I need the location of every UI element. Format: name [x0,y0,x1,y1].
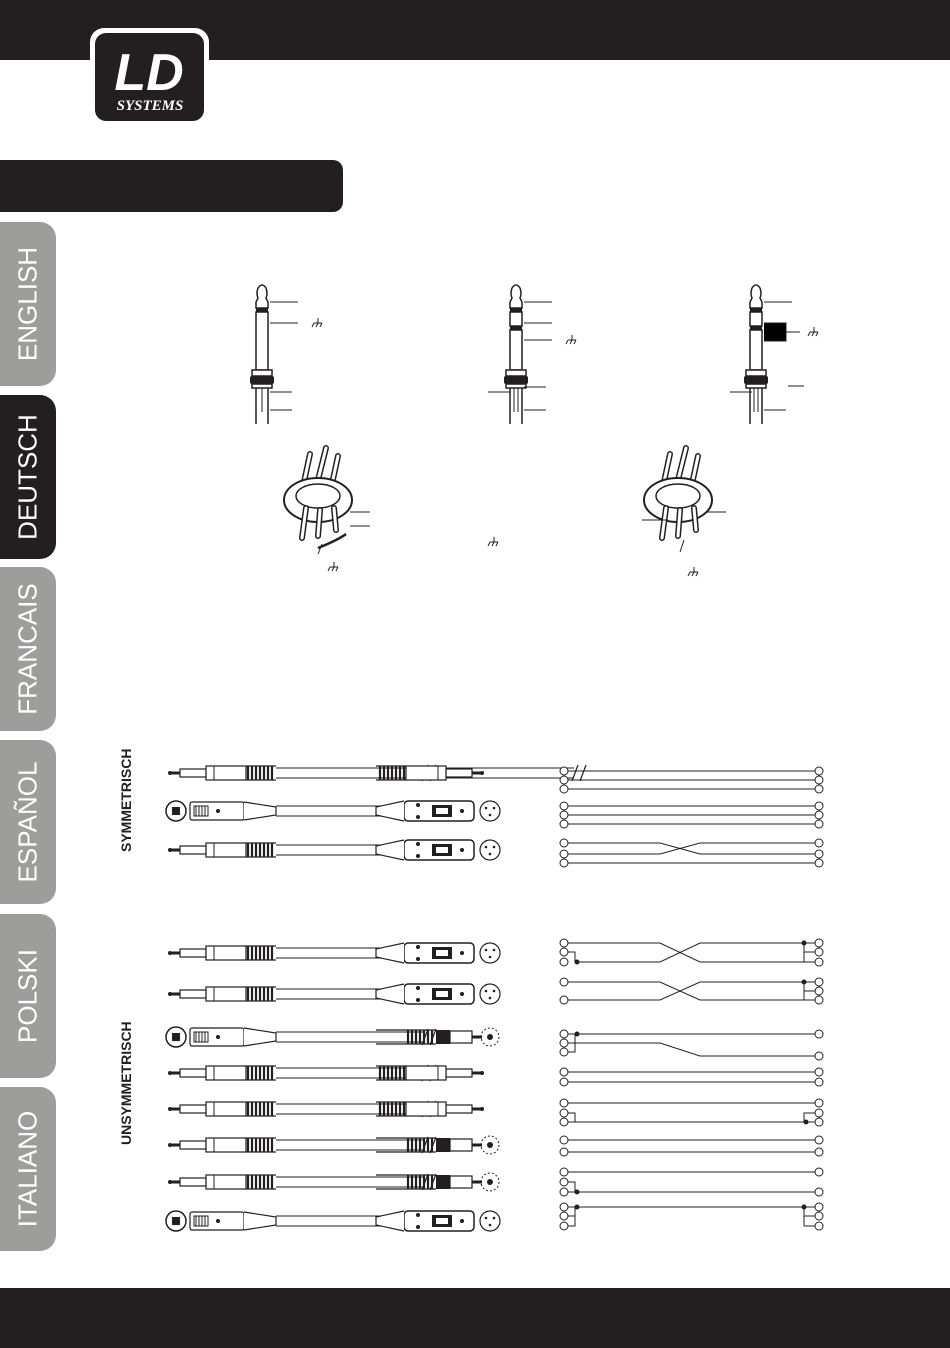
cable-row-unsym-8 [166,1211,500,1231]
cable-row-unsym-6 [168,1136,499,1154]
tab-francais-label: FRANCAIS [12,583,43,715]
cable-row-unsym-5 [168,1101,484,1117]
cable-row-sym-3 [168,840,500,860]
cable-row-unsym-7 [168,1173,499,1191]
cable-row-unsym-1 [168,943,500,963]
tab-polski-label: POLSKI [12,949,43,1043]
stereo-jack-plug-1 [504,285,528,424]
cable-row-sym-2 [166,801,500,821]
stereo-jack-plug-2 [744,285,768,424]
xlr-plug-1 [284,448,352,538]
tab-espanol-label: ESPAÑOL [12,761,43,883]
tab-english-label: ENGLISH [12,246,43,362]
cable-row-sym-1 [168,765,586,781]
mono-jack-plug [250,285,274,424]
bottom-bar [0,1288,950,1348]
tab-deutsch-label: DEUTSCH [12,414,43,540]
cable-row-unsym-3 [166,1027,499,1047]
cable-row-unsym-2 [168,984,500,1004]
logo-sub-text: SYSTEMS [116,98,184,114]
logo-main-text: LD [114,44,184,102]
unsymmetric-label: UNSYMMETRISCH [118,1021,134,1145]
xlr-plug-2 [644,448,712,538]
symmetric-label: SYMMETRISCH [118,748,134,852]
tab-italiano-label: ITALIANO [12,1110,43,1228]
wiring-diagrams [560,767,823,1230]
cable-row-unsym-4 [168,1065,484,1081]
